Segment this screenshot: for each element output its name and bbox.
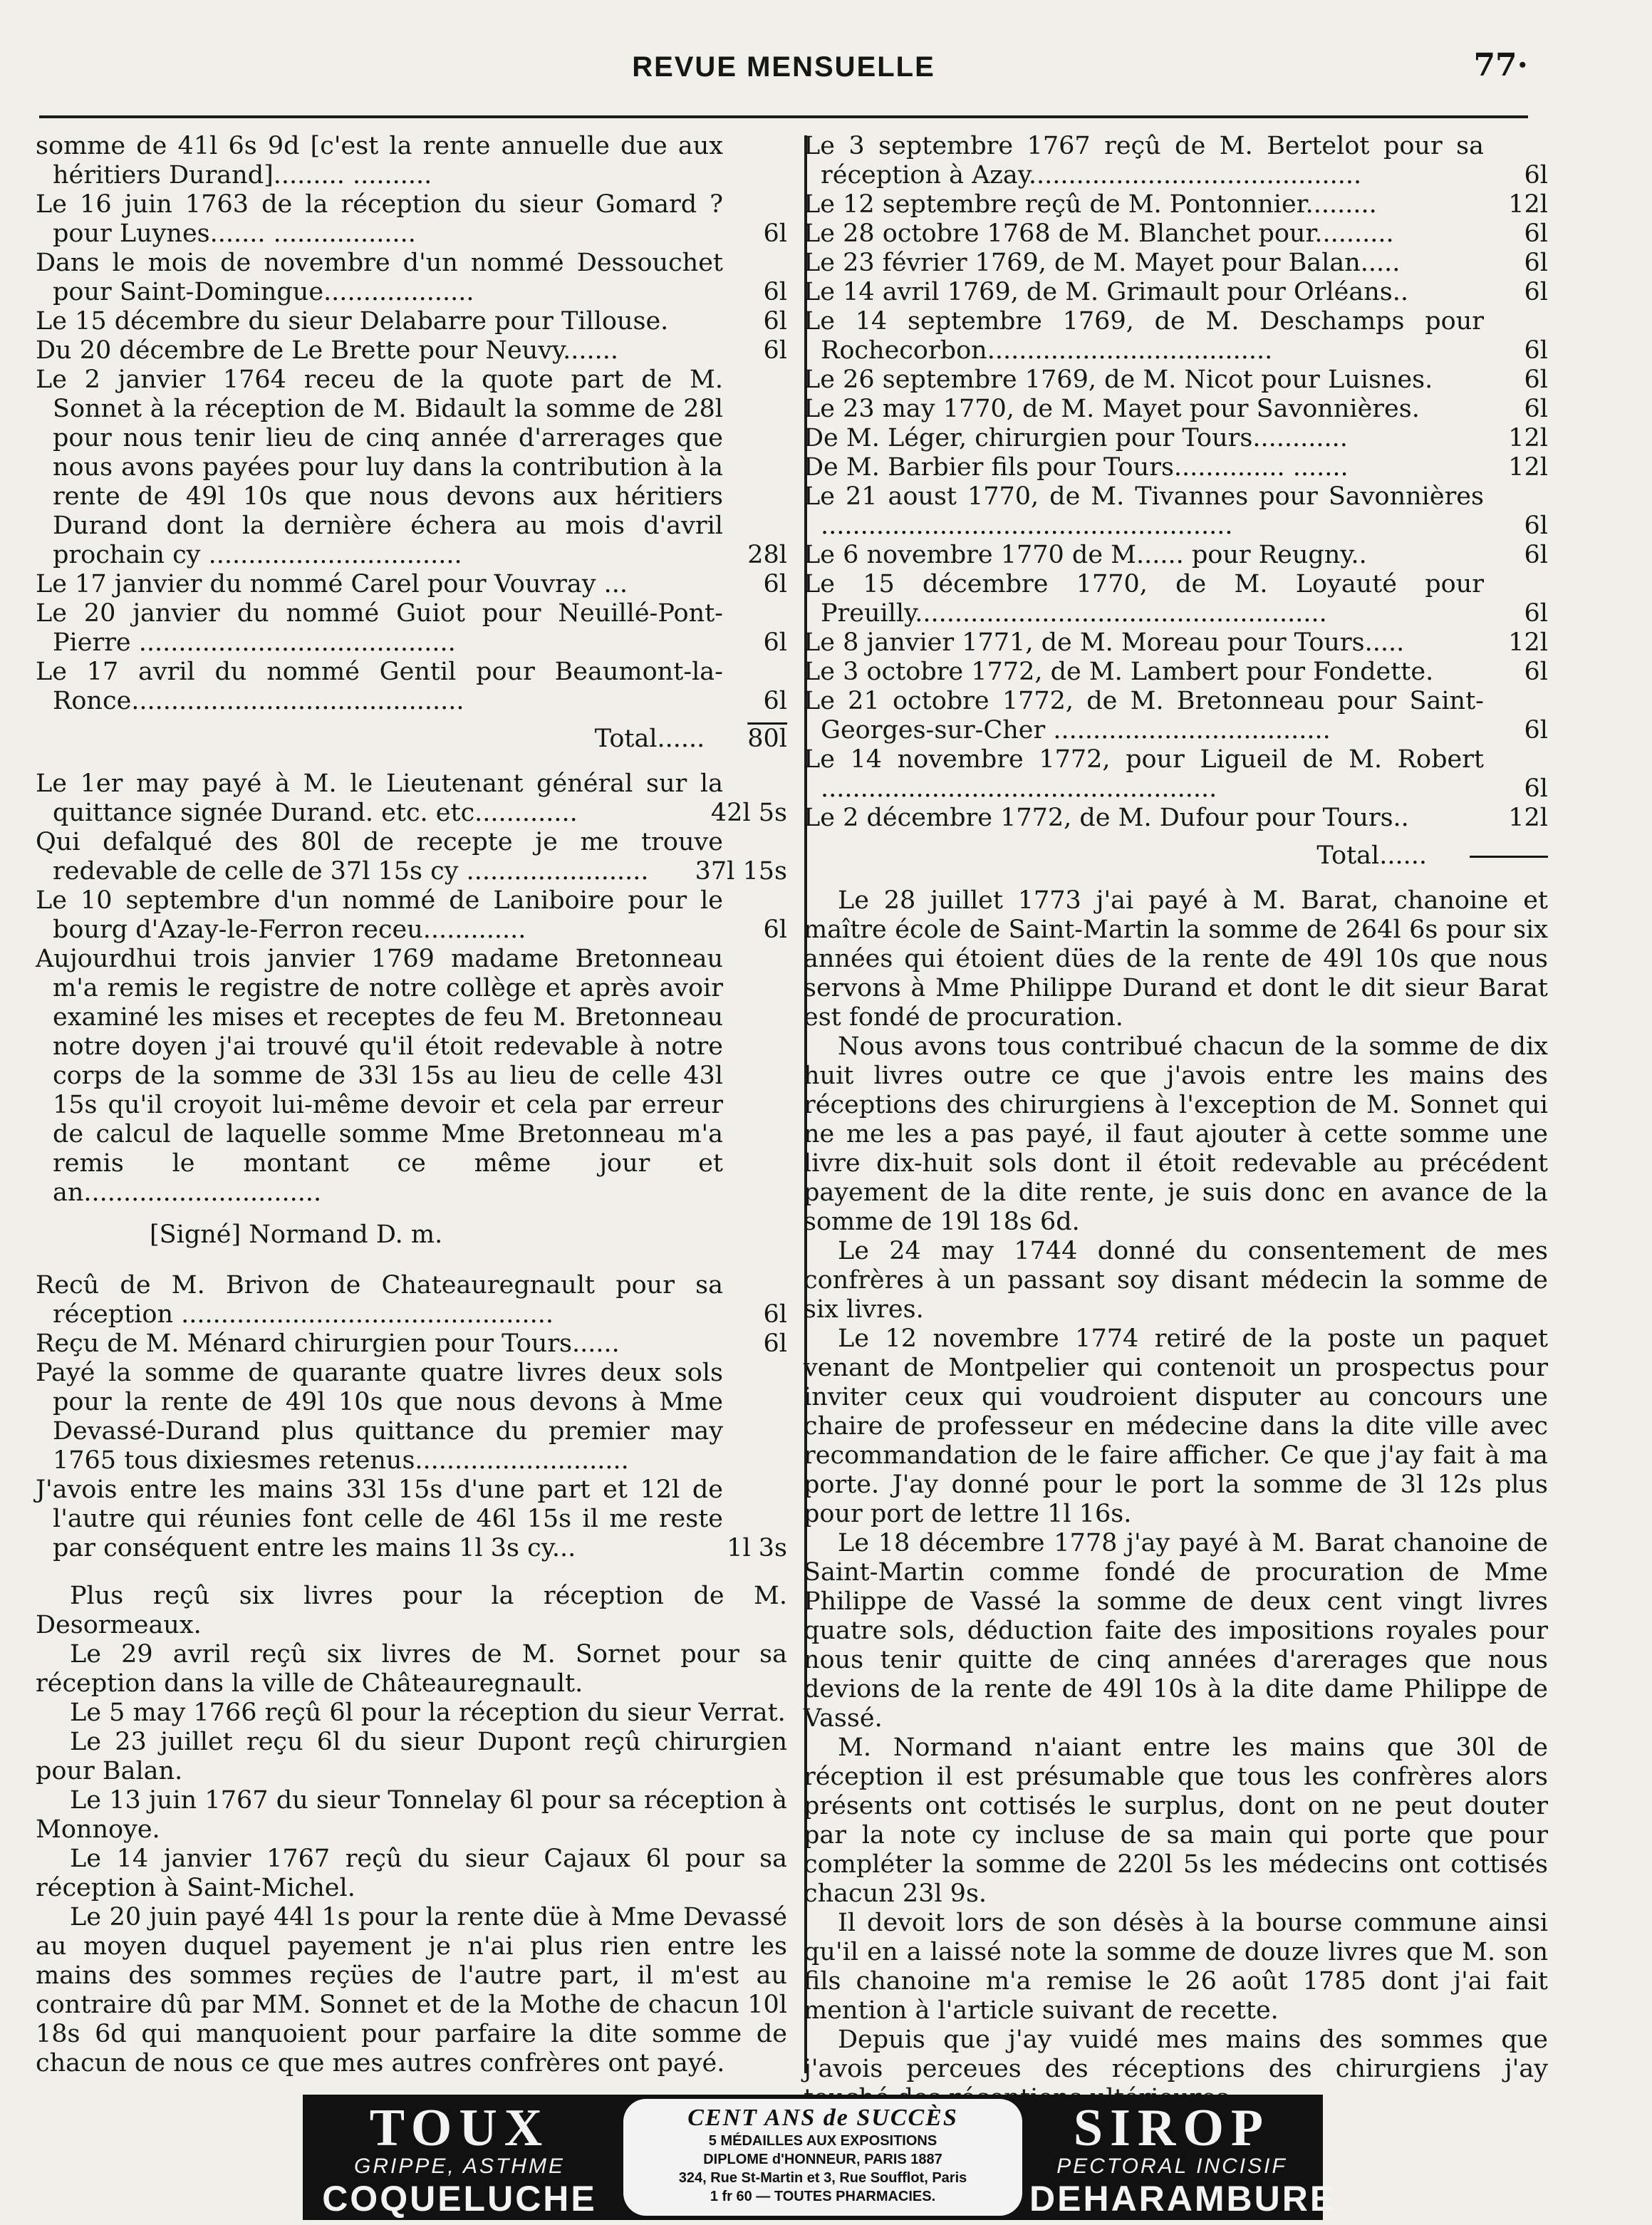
ad-headline-sirop: SIROP [1073, 2099, 1271, 2157]
ad-center-line: 1 fr 60 — TOUTES PHARMACIES. [710, 2189, 936, 2204]
paragraph: Le 5 may 1766 reçû 6l pour la réception du sieur Verrat. [70, 1698, 786, 1727]
paragraph: Le 13 juin 1767 du sieur Tonnelay 6l pour sa réception à Monnoye. [36, 1786, 787, 1844]
ledger-entry: Le 16 juin 1763 de la réception du sieur Gomard ? pour Luynes....... .................. 6l [36, 190, 787, 248]
ledger-entry: Le 10 septembre d'un nommé de Laniboire pour le bourg d'Azay-le-Ferron receu............. 6l [36, 886, 787, 944]
page-header [39, 44, 1528, 94]
ledger-entry: Le 14 avril 1769, de M. Grimault pour Orléans.. 6l [804, 278, 1548, 306]
ledger-entry: Recû de M. Brivon de Chateauregnault pour sa réception ............................................... 6l [36, 1271, 787, 1329]
ledger-entry: Le 2 décembre 1772, de M. Dufour pour Tours.. 12l [804, 804, 1548, 832]
ad-subline: GRIPPE, ASTHME [354, 2154, 565, 2178]
ledger-entry: Le 15 décembre du sieur Delabarre pour Tillouse. 6l [36, 307, 787, 336]
ad-right-panel [1029, 2099, 1336, 2219]
ad-word-deharambure: DEHARAMBURE [1029, 2179, 1336, 2219]
ad-left-panel [317, 2099, 602, 2219]
ledger-entry: Le 8 janvier 1771, de M. Moreau pour Tours..... 12l [804, 628, 1548, 657]
ledger-entry: Le 15 décembre 1770, de M. Loyauté pour Preuilly.................................................... 6l [804, 570, 1548, 628]
ad-center-panel [623, 2099, 1022, 2216]
paragraph: Le 29 avril reçû six livres de M. Sornet pour sa réception dans la ville de Châteauregnault. [36, 1640, 787, 1698]
ad-center-line: 5 MÉDAILLES AUX EXPOSITIONS [708, 2133, 937, 2149]
ledger-entry: Le 23 may 1770, de M. Mayet pour Savonnières. 6l [804, 395, 1548, 423]
ledger-entry: Le 23 février 1769, de M. Mayet pour Balan..... 6l [804, 249, 1548, 277]
paragraph: Le 28 juillet 1773 j'ai payé à M. Barat, chanoine et maître école de Saint-Martin la somme de 264l 6s pour six années qui étoient dües de la rente de 49l 10s que nous servons à Mme Philippe Durand et dont le dit sieur Barat est fondé de procuration. [804, 886, 1548, 1032]
ledger-entry: Du 20 décembre de Le Brette pour Neuvy....... 6l [36, 336, 787, 365]
paragraph: Plus reçû six livres pour la réception de M. Desormeaux. [36, 1582, 787, 1639]
ledger-entry: Le 26 septembre 1769, de M. Nicot pour Luisnes. 6l [804, 365, 1548, 394]
ledger-entry: De M. Barbier fils pour Tours.............. ....... 12l [804, 453, 1548, 482]
ad-word-coqueluche: COQUELUCHE [322, 2179, 597, 2219]
ledger-entry: Le 28 octobre 1768 de M. Blanchet pour.......... 6l [804, 219, 1548, 248]
ledger-entry: Aujourdhui trois janvier 1769 madame Bretonneau m'a remis le registre de notre collège et après avoir examiné les mises et receptes de feu M. Bretonneau notre doyen j'ai trouvé qu'il étoit redevable à notre corps de la somme de 33l 15s au lieu de celle 43l 15s qu'il croyoit lui-même devoir et cela par erreur de calcul de laquelle somme Mme Bretonneau m'a remis le montant ce même jour et an.............................. [36, 945, 723, 1207]
ad-center-line: CENT ANS de SUCCÈS [687, 2105, 958, 2131]
advertisement-banner [303, 2095, 1336, 2220]
ledger-entry: Le 21 aoust 1770, de M. Tivannes pour Savonnières .................................................... 6l [804, 482, 1548, 540]
spacer [36, 1563, 787, 1582]
paragraph: Nous avons tous contribué chacun de la somme de dix huit livres outre ce que j'avois entre les mains des réceptions des chirurgiens à l'exception de M. Sonnet qui ne me les a pas payé, il faut ajouter à cette somme une livre dix-huit sols dont il étoit redevable au précédent payement de la dite rente, je suis donc en avance de la somme de 19l 18s 6d. [804, 1032, 1548, 1236]
ledger-entry: Le 20 janvier du nommé Guiot pour Neuillé-Pont-Pierre ........................................ 6l [36, 599, 787, 657]
signature: [Signé] Normand D. m. [150, 1220, 443, 1249]
ledger-entry: Le 2 janvier 1764 receu de la quote part de M. Sonnet à la réception de M. Bidault la somme de 28l pour nous tenir lieu de cinq année d'arrerages que nous avons payées pour luy dans la contribution à la rente de 49l 10s que nous devons aux héritiers Durand dont la dernière échera au mois d'avril prochain cy ................................ 28l [36, 365, 787, 569]
paragraph: Le 20 juin payé 44l 1s pour la rente düe à Mme Devassé au moyen duquel payement je n'ai plus rien entre les mains des sommes reçües de l'autre part, il m'est au contraire dû par MM. Sonnet et de la Mothe de chacun 10l 18s 6d qui manquoient pour parfaire la dite somme de chacun de nous ce que mes autres confrères ont payé. [36, 1903, 787, 2078]
total-label: Total...... [1316, 841, 1427, 870]
ledger-entry: Reçu de M. Ménard chirurgien pour Tours...... 6l [36, 1329, 787, 1358]
ledger-entry: Qui defalqué des 80l de recepte je me trouve redevable de celle de 37l 15s cy ....................... 37l 15s [36, 828, 787, 886]
ledger-entry: Le 14 septembre 1769, de M. Deschamps pour Rochecorbon.................................... 6l [804, 307, 1548, 365]
ledger-entry: Payé la somme de quarante quatre livres deux sols pour la rente de 49l 10s que nous devons à Mme Devassé-Durand plus quittance du premier may 1765 tous dixiesmes retenus........................... [36, 1359, 723, 1475]
ad-center-line: 324, Rue St-Martin et 3, Rue Soufflot, Paris [678, 2170, 967, 2186]
total-rule [1470, 856, 1548, 871]
ledger-entry: Le 21 octobre 1772, de M. Bretonneau pour Saint-Georges-sur-Cher ................................... 6l [804, 687, 1548, 745]
ledger-entry: J'avois entre les mains 33l 15s d'une part et 12l de l'autre qui réunies font celle de 46l 15s il me reste par conséquent entre les mains 1l 3s cy... 1l 3s [36, 1475, 787, 1562]
ledger-entry: Le 3 octobre 1772, de M. Lambert pour Fondette. 6l [804, 658, 1548, 686]
paragraph: Le 14 janvier 1767 reçû du sieur Cajaux 6l pour sa réception à Saint-Michel. [36, 1845, 787, 1902]
paragraph: Le 23 juillet reçu 6l du sieur Dupont reçû chirurgien pour Balan. [36, 1728, 787, 1785]
header-rule [39, 115, 1528, 118]
paragraph: Le 12 novembre 1774 retiré de la poste un paquet venant de Montpelier qui contenoit un prospectus pour inviter ceux qui voudroient disputer au concours une chaire de professeur en médecine dans la dite ville avec recommandation de le faire afficher. Ce que j'ay fait à ma porte. J'ay donné pour le port la somme de 3l 12s plus pour port de lettre 1l 16s. [804, 1324, 1548, 1528]
paragraph: Le 18 décembre 1778 j'ay payé à M. Barat chanoine de Saint-Martin comme fondé de procuration de Mme Philippe de Vassé la somme de deux cent vingt livres quatre sols, déduction faite des impositions royales pour nous tenir quitte de cinq années d'arerages que nous devions de la rente de 49l 10s à la dite dame Philippe de Vassé. [804, 1529, 1548, 1733]
ledger-entry: Le 3 septembre 1767 reçû de M. Bertelot pour sa réception à Azay.......................................... 6l [804, 132, 1548, 190]
ledger-entry: Le 6 novembre 1770 de M...... pour Reugny.. 6l [804, 541, 1548, 569]
ledger-entry: Le 17 janvier du nommé Carel pour Vouvray ... 6l [36, 570, 787, 598]
paragraph: M. Normand n'aiant entre les mains que 30l de réception il est présumable que tous les confrères alors présents ont cottisés le surplus, dont on ne peut douter par la note cy incluse de sa main qui porte que pour compléter la somme de 220l 5s les médecins ont cottisés chacun 23l 9s. [804, 1733, 1548, 1908]
running-head: REVUE MENSUELLE [632, 51, 935, 83]
ledger-entry: Le 1er may payé à M. le Lieutenant général sur la quittance signée Durand. etc. etc............. 42l 5s [36, 769, 787, 827]
page-number: 77· [1473, 47, 1528, 83]
paragraph: Il devoit lors de son désès à la bourse commune ainsi qu'il en a laissé note la somme de douze livres que M. son fils chanoine m'a remise le 26 août 1785 dont j'ai fait mention à l'article suivant de recette. [804, 1909, 1548, 2025]
paragraph: Le 24 may 1744 donné du consentement de mes confrères à un passant soy disant médecin la somme de six livres. [804, 1237, 1548, 1324]
ad-subline: PECTORAL INCISIF [1056, 2154, 1287, 2178]
paragraph: Depuis que j'ay vuidé mes mains des sommes que j'avois perceues des réceptions des chirurgiens j'ay [804, 2026, 1548, 2083]
ledger-entry: somme de 41l 6s 9d [c'est la rente annuelle due aux héritiers Durand]......... .......... [36, 132, 723, 190]
ledger-entry: Dans le mois de novembre d'un nommé Dessouchet pour Saint-Domingue................... 6l [36, 249, 787, 306]
ledger-entry: Le 17 avril du nommé Gentil pour Beaumont-la-Ronce.......................................... 6l [36, 658, 787, 715]
ad-center-line: DIPLOME d'HONNEUR, PARIS 1887 [703, 2152, 942, 2167]
total-amount: 80l [747, 725, 787, 753]
ledger-entry: De M. Léger, chirurgien pour Tours............ 12l [804, 424, 1548, 452]
ledger-entry: Le 14 novembre 1772, pour Ligueil de M. Robert .................................................. 6l [804, 745, 1548, 803]
left-column [36, 132, 787, 2078]
total-row [36, 725, 787, 754]
total-label: Total...... [594, 725, 705, 753]
total-row [804, 841, 1548, 871]
ledger-entry: Le 12 septembre reçû de M. Pontonnier......... 12l [804, 190, 1548, 219]
ad-headline-toux: TOUX [369, 2099, 550, 2157]
right-column [804, 132, 1548, 2113]
